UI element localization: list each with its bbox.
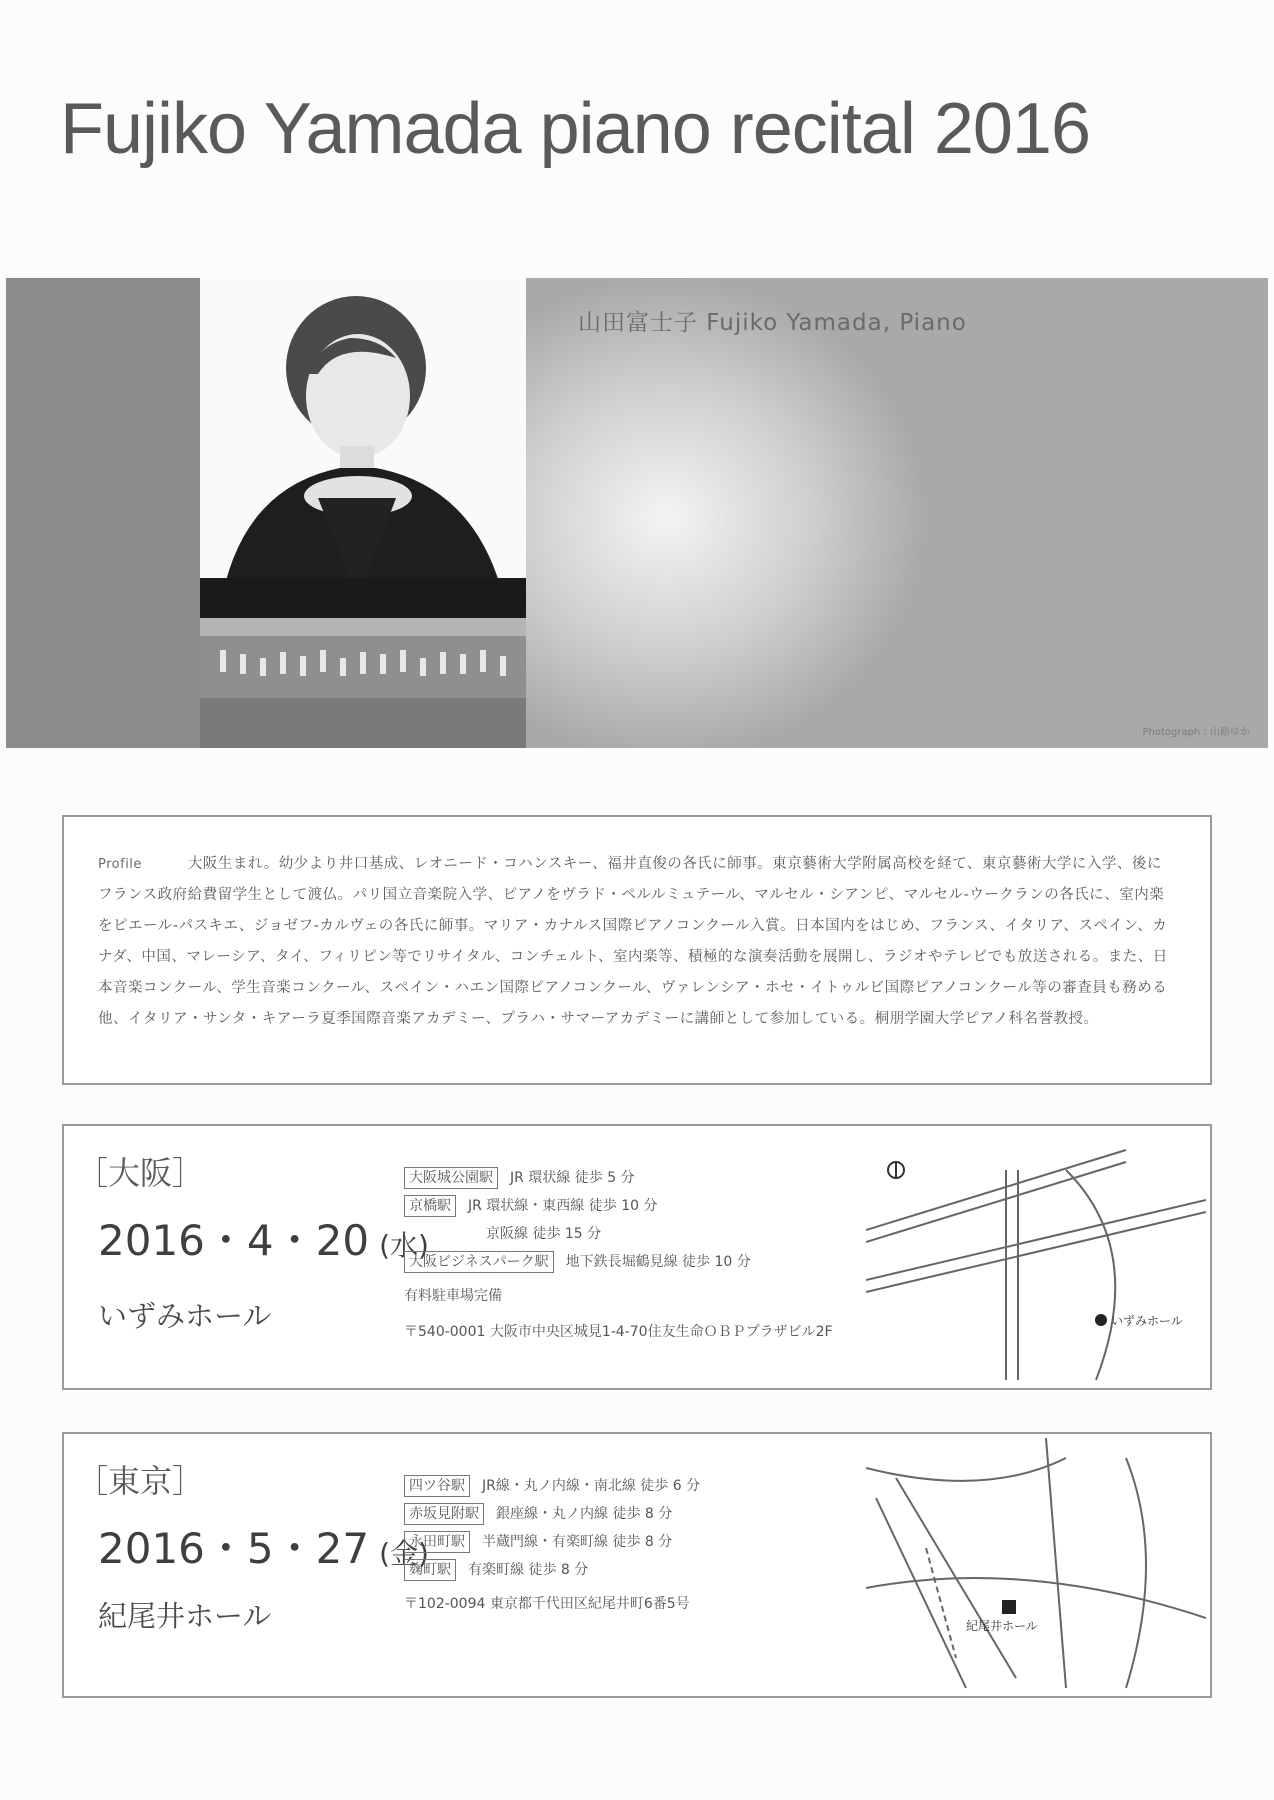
concert-date <box>98 1516 429 1576</box>
station-name: 麹町駅 <box>404 1559 456 1581</box>
route-info: 地下鉄長堀鶴見線 徒歩 10 分 <box>565 1254 751 1270</box>
city-label: ［大阪］ <box>76 1154 205 1192</box>
venue-marker <box>1002 1600 1016 1614</box>
route-info: JR線・丸ノ内線・南北線 徒歩 6 分 <box>482 1478 701 1494</box>
date-text: 2016・5・27 <box>98 1524 370 1573</box>
profile-text-block <box>98 849 1176 1035</box>
station-name: 永田町駅 <box>404 1531 470 1553</box>
access-line <box>404 1164 833 1192</box>
banner <box>6 278 1268 748</box>
station-name: 大阪城公園駅 <box>404 1167 498 1189</box>
route-info: 銀座線・丸ノ内線 徒歩 8 分 <box>496 1506 673 1522</box>
route-info: JR 環状線・東西線 徒歩 10 分 <box>468 1198 658 1214</box>
venue-name: いずみホール <box>98 1299 272 1333</box>
date-text: 2016・4・20 <box>98 1216 370 1265</box>
station-name: 京橋駅 <box>404 1195 456 1217</box>
concert-tokyo <box>62 1432 1212 1698</box>
route-info: JR 環状線 徒歩 5 分 <box>510 1170 635 1186</box>
profile-text: 大阪生まれ。幼少より井口基成、レオニード・コハンスキー、福井直俊の各氏に師事。東京藝術大学附属高校を経て、東京藝術大学に入学、後にフランス政府給費留学生として渡仏。パリ国立音楽院入学、ピアノをヴラド・ペルルミュテール、マルセル・シアンピ、マルセル-ウークランの各氏に、室内楽をピエール-パスキエ、ジョゼフ-カルヴェの各氏に師事。マリア・カナルス国際ピアノコンクール入賞。日本国内をはじめ、フランス、イタリア、スペイン、カナダ、中国、マレーシア、タイ、フィリピン等でリサイタル、コンチェルト、室内楽等、積極的な演奏活動を展開し、ラジオやテレビでも放送される。また、日本音楽コンクール、学生音楽コンクール、スペイン・ハエン国際ピアノコンクール、ヴァレンシア・ホセ・イトゥルビ国際ピアノコンクール等の審査員も務める他、イタリア・サンタ・キアーラ夏季国際音楽アカデミー、プラハ・サマーアカデミーに講師として参加している。桐朋学園大学ピアノ科名誉教授。 <box>98 856 1168 1027</box>
parking-info: 有料駐車場完備 <box>404 1288 502 1304</box>
banner-right-panel <box>526 278 1268 748</box>
osaka-map <box>866 1130 1206 1382</box>
address: 〒540-0001 大阪市中央区城見1-4-70住友生命ＯＢＰプラザビル2F <box>404 1324 833 1340</box>
poster-title: Fujiko Yamada piano recital 2016 <box>60 89 1090 169</box>
access-line <box>404 1220 833 1248</box>
access-line <box>404 1556 700 1584</box>
venue-marker <box>1095 1314 1107 1326</box>
route-info: 有楽町線 徒歩 8 分 <box>468 1562 589 1578</box>
photo-credit: Photograph : 山路ゆか <box>1142 727 1250 738</box>
access-line <box>404 1500 700 1528</box>
address: 〒102-0094 東京都千代田区紀尾井町6番5号 <box>404 1596 690 1612</box>
venue-name: 紀尾井ホール <box>98 1599 272 1633</box>
concert-osaka <box>62 1124 1212 1390</box>
access-info <box>404 1164 833 1346</box>
artist-photo <box>200 278 526 748</box>
banner-left-panel <box>6 278 200 748</box>
access-info <box>404 1472 700 1618</box>
route-info: 京阪線 徒歩 15 分 <box>486 1226 602 1242</box>
access-line <box>404 1472 700 1500</box>
access-line <box>404 1248 833 1276</box>
station-name: 四ツ谷駅 <box>404 1475 470 1497</box>
tokyo-map <box>866 1438 1206 1690</box>
access-line <box>404 1192 833 1220</box>
city-label: ［東京］ <box>76 1462 205 1500</box>
station-name: 大阪ビジネスパーク駅 <box>404 1251 554 1273</box>
weekday: (金) <box>379 1537 429 1570</box>
station-name: 赤坂見附駅 <box>404 1503 484 1525</box>
profile-label: Profile <box>98 857 142 872</box>
weekday: (水) <box>379 1229 429 1262</box>
access-line <box>404 1528 700 1556</box>
profile-box <box>62 815 1212 1085</box>
route-info: 半蔵門線・有楽町線 徒歩 8 分 <box>482 1534 673 1550</box>
concert-date <box>98 1208 429 1268</box>
map-venue-label: いずみホール <box>1111 1314 1183 1328</box>
artist-name: 山田富士子 Fujiko Yamada, Piano <box>578 310 967 336</box>
map-venue-label: 紀尾井ホール <box>966 1619 1038 1633</box>
